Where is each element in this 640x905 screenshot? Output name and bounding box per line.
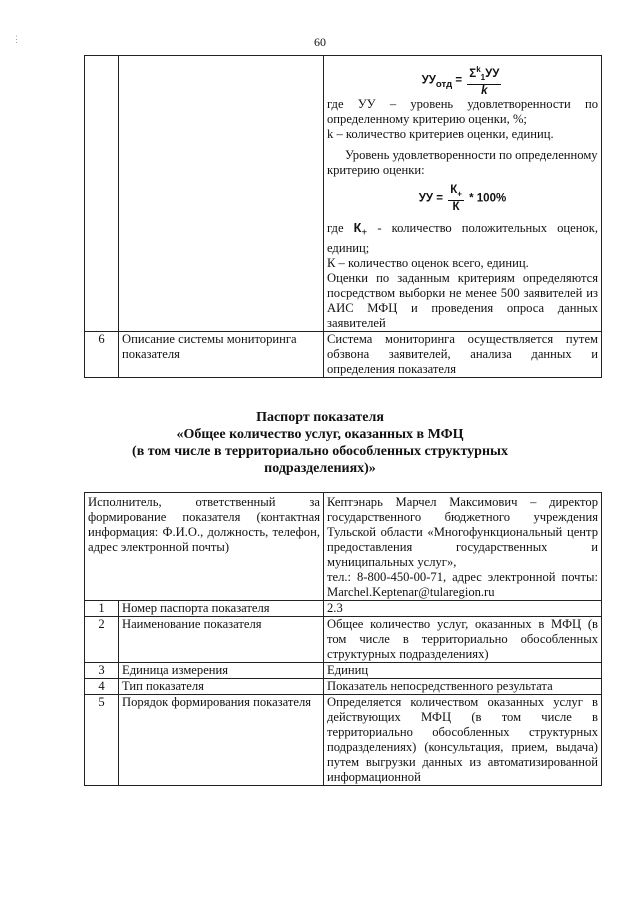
row-name-cell: Наименование показателя bbox=[119, 617, 324, 663]
row-name-cell: Единица измерения bbox=[119, 663, 324, 679]
row-number-cell: 2 bbox=[85, 617, 119, 663]
definition-text: где $К_+$ - количество положительных оценок, единиц; bbox=[327, 221, 598, 255]
table-row bbox=[85, 56, 602, 332]
responsible-value-cell bbox=[324, 493, 602, 601]
row-number-cell: 3 bbox=[85, 663, 119, 679]
table-row bbox=[85, 663, 602, 679]
row-value-cell: Общее количество услуг, оказанных в МФЦ (в том числе в территориально обособленных структурных подразделениях) bbox=[324, 617, 602, 663]
table-row bbox=[85, 617, 602, 663]
row-value-cell: Система мониторинга осуществляется путем обзвона заявителей, анализа данных и определения показателя bbox=[324, 331, 602, 377]
table-row bbox=[85, 679, 602, 695]
formula-satisfaction-criterion: УУ = $\frac{К_+}{К}$ * 100% bbox=[418, 184, 507, 214]
paragraph-text: Оценки по заданным критериям определяются посредством выборки не менее 500 заявителей из АИС МФЦ и проведения опроса данных заявителей bbox=[327, 270, 598, 330]
row-number-cell: 6 bbox=[85, 331, 119, 377]
responsible-person: Кептэнарь Марчел Максимович – директор государственного бюджетного учреждения Тульской области «Многофункциональный центр предоставления государственных и муниципальных услуг», bbox=[327, 495, 598, 569]
formula-satisfaction-total: $УУ_{отд}$ = $\frac{\Sigma^k_1УУ}{k}$ bbox=[421, 65, 500, 98]
definition-text: k – количество критериев оценки, единиц. bbox=[327, 127, 554, 142]
row-name-cell bbox=[119, 56, 324, 332]
contact-info: тел.: 8-800-450-00-71, адрес электронной почты: Marchel.Keptenar@tularegion.ru bbox=[327, 570, 598, 599]
row-value-cell: Показатель непосредственного результата bbox=[324, 679, 602, 695]
row-number-cell: 4 bbox=[85, 679, 119, 695]
row-value-cell: Единиц bbox=[324, 663, 602, 679]
row-value-cell: Определяется количеством оказанных услуг в действующих МФЦ (в том числе в территориально обособленных структурных подразделениях) (консультация, прием, выдача) путем выгрузки данных из автоматизированной информационной bbox=[324, 695, 602, 786]
table-row bbox=[85, 331, 602, 377]
indicator-table-continued bbox=[84, 55, 602, 378]
row-number-cell bbox=[85, 56, 119, 332]
row-number-cell: 1 bbox=[85, 601, 119, 617]
margin-mark: ⋮ bbox=[12, 34, 21, 44]
responsible-label-cell: Исполнитель, ответственный за формирование показателя (контактная информация: Ф.И.О., должность, телефон, адрес электронной почты) bbox=[85, 493, 324, 601]
definition-text: К – количество оценок всего, единиц. bbox=[327, 255, 529, 270]
row-value-cell: 2.3 bbox=[324, 601, 602, 617]
calculation-cell bbox=[324, 56, 602, 332]
row-name-cell: Порядок формирования показателя bbox=[119, 695, 324, 786]
row-name-cell: Тип показателя bbox=[119, 679, 324, 695]
passport-title: Паспорт показателя «Общее количество услуг, оказанных в МФЦ (в том числе в территориально обособленных структурных подразделениях)» bbox=[132, 410, 508, 476]
row-number-cell: 5 bbox=[85, 695, 119, 786]
row-name-cell: Описание системы мониторинга показателя bbox=[119, 331, 324, 377]
page-number: 60 bbox=[314, 35, 326, 49]
row-name-cell: Номер паспорта показателя bbox=[119, 601, 324, 617]
table-row bbox=[85, 493, 602, 601]
table-row bbox=[85, 601, 602, 617]
table-row bbox=[85, 695, 602, 786]
definition-text: где УУ – уровень удовлетворенности по определенному критерию оценки, %; bbox=[327, 97, 598, 127]
indicator-passport-table bbox=[84, 492, 602, 786]
paragraph-text: Уровень удовлетворенности по определенному критерию оценки: bbox=[327, 148, 598, 178]
